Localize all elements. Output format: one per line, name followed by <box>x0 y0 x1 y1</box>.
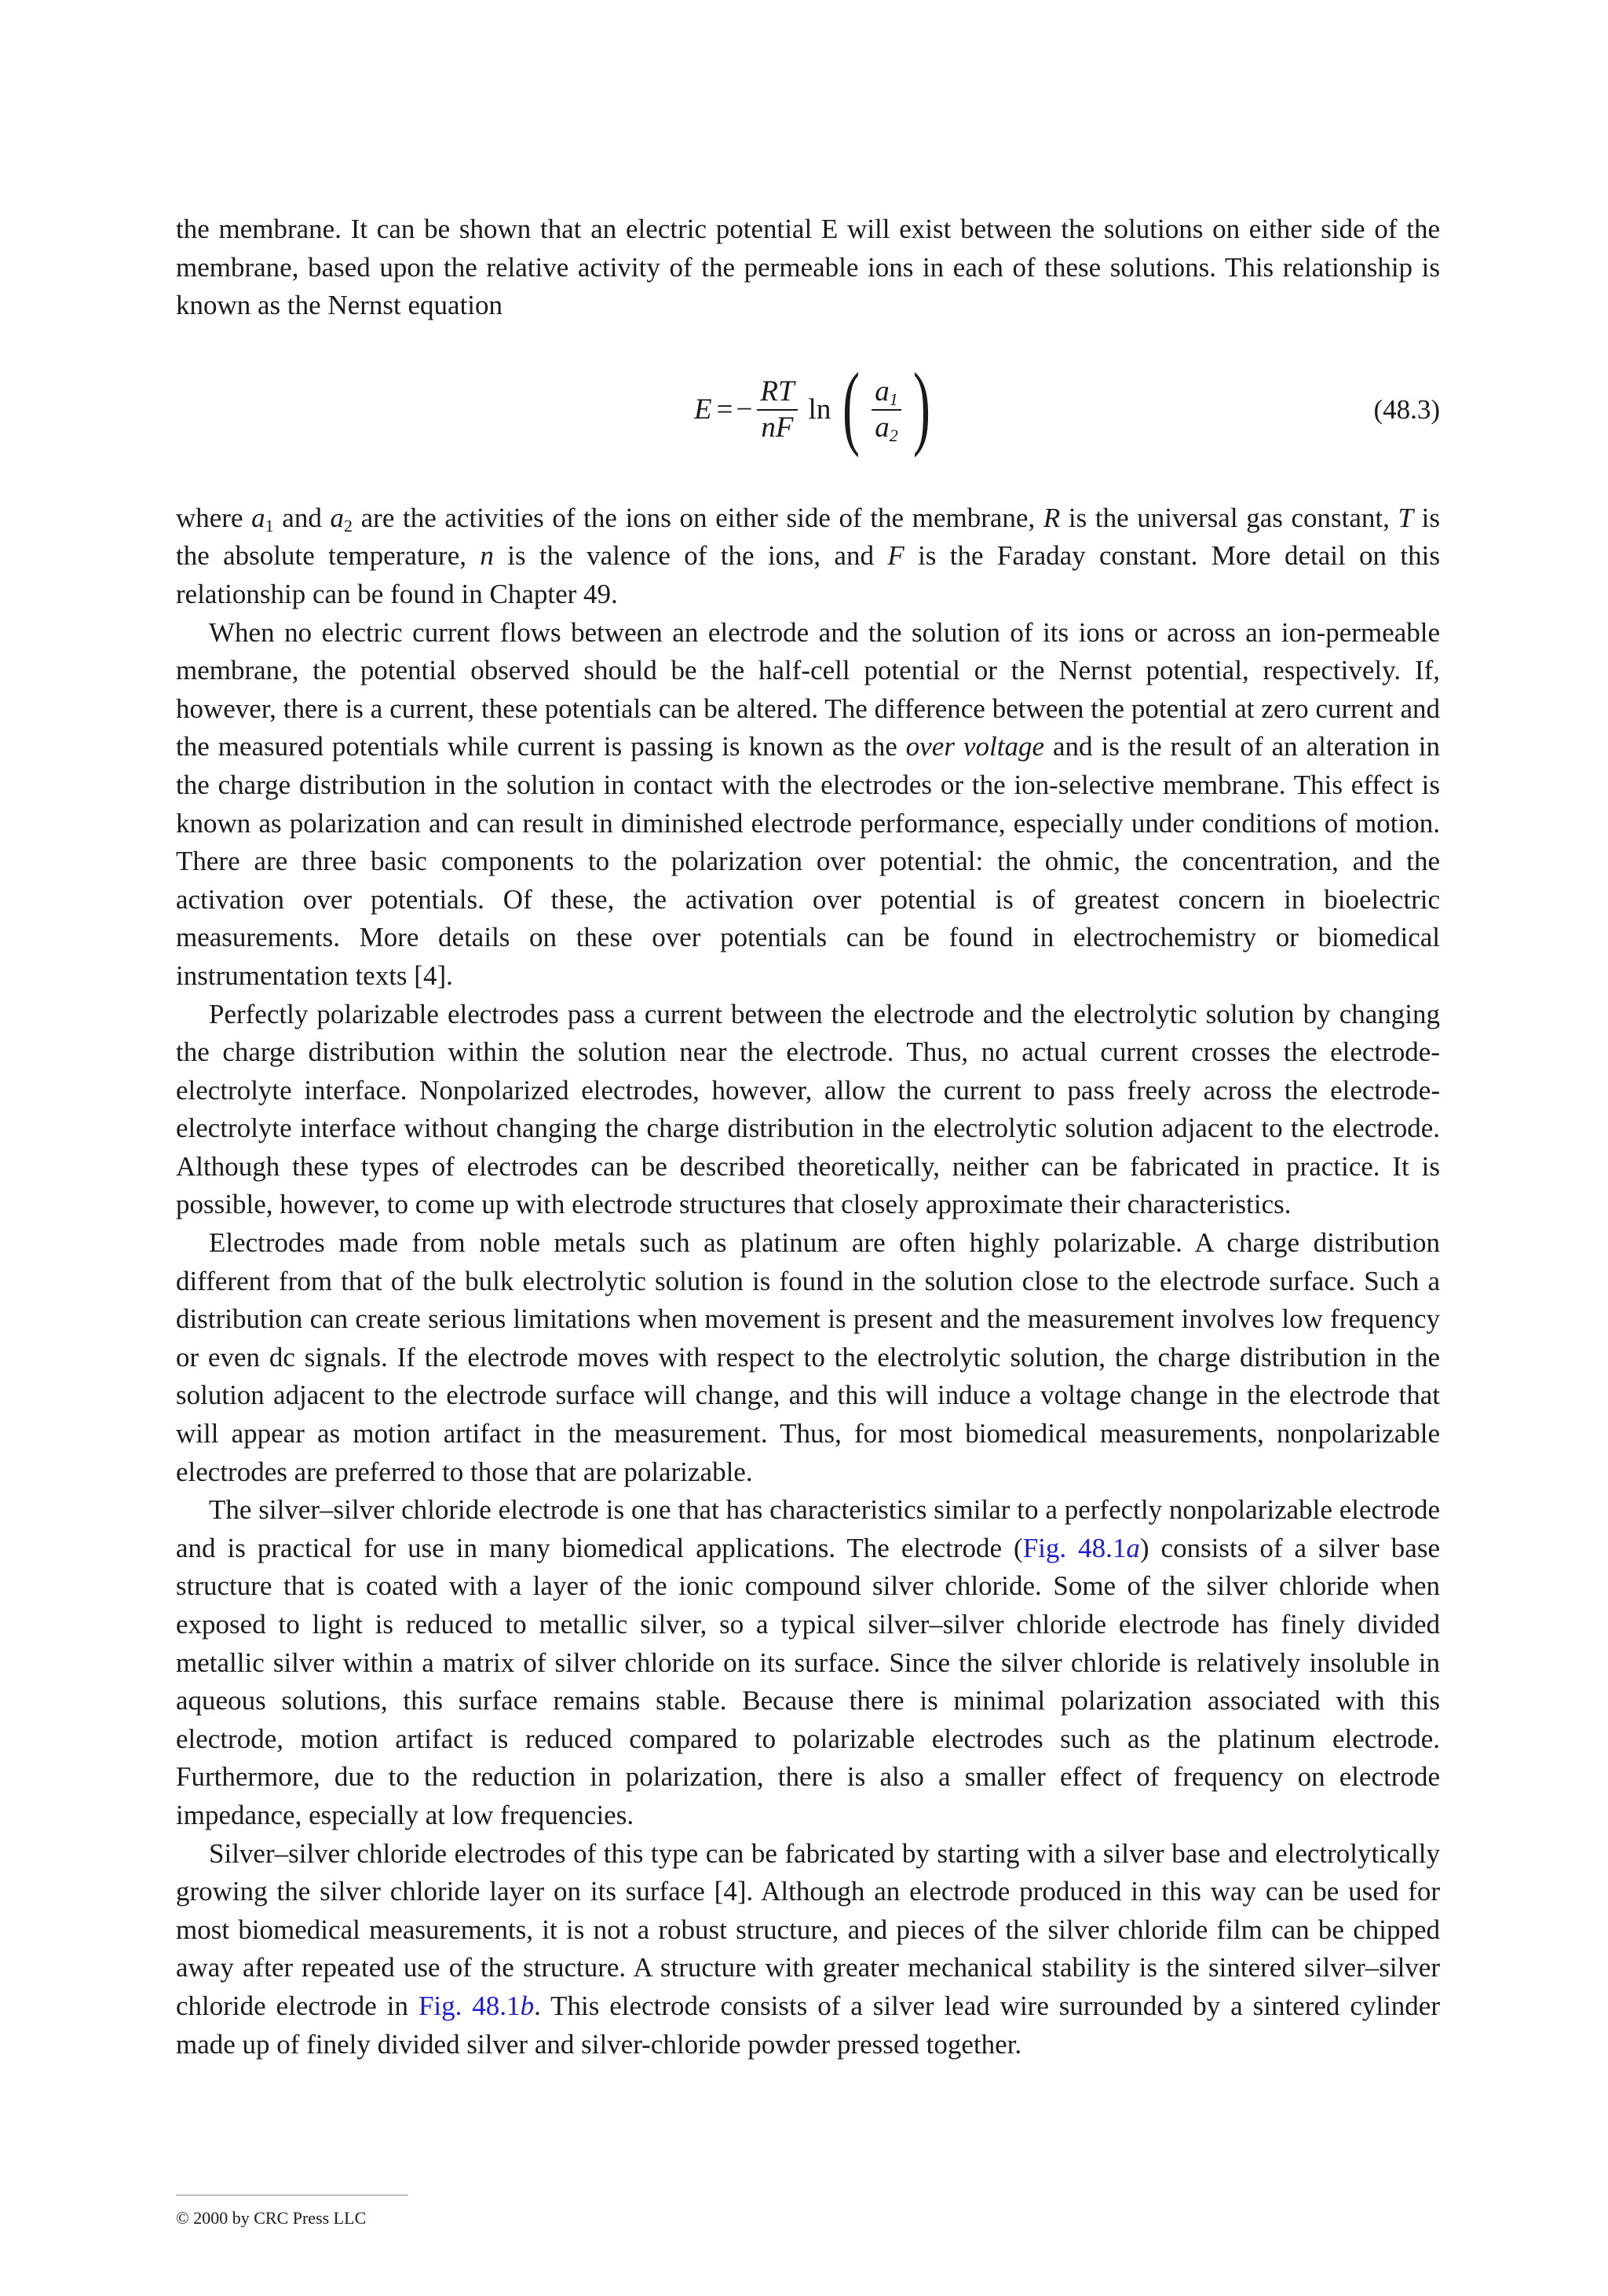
p2-text: are the activities of the ions on either side of the membrane, <box>352 502 1043 533</box>
nernst-equation <box>176 325 1440 499</box>
p2-var-n: n <box>480 540 494 572</box>
p3-text: and is the result of an alteration in the charge distribution in the solution in contact with the electrodes or the ion-selective membrane. This effect is known as polarization and can result in diminished electrode performance, especially under conditions of motion. There are three basic components to the polarization over potential: the ohmic, the concentration, and the activation over potentials. Of these, the activation over potential is of greatest concern in bioelectric measurements. More details on these over potentials can be found in electrochemistry or biomedical instrumentation texts [4]. <box>176 731 1440 991</box>
p7-text: . This electrode consists of a silver lead wire surrounded by a sintered cylinder made up of finely divided silver and silver-chloride powder pressed together. <box>176 1990 1440 2060</box>
figure-link-letter: b <box>520 1990 535 2021</box>
left-paren: ( <box>842 353 861 458</box>
p7-text: Silver–silver chloride electrodes of this type can be fabricated by starting with a silver base and electrolytically growing the silver chloride layer on its surface [4]. Although an electrode produced in this way can be used for most biomedical measurements, it is not a robust structure, and pieces of the silver chloride film can be chipped away after repeated use of the structure. A structure with greater mechanical stability is the sintered silver–silver chloride electrode in <box>176 1837 1440 2021</box>
equation-body <box>694 355 937 465</box>
p2-a1-subscript: 1 <box>265 515 274 536</box>
paragraph-2 <box>176 499 1440 614</box>
paragraph-7 <box>176 1835 1440 2064</box>
activity-a2-subscript: 2 <box>889 425 898 445</box>
p2-text: is the universal gas constant, <box>1060 502 1398 533</box>
equation-minus: − <box>736 393 753 426</box>
p2-text: and <box>273 502 331 533</box>
equation-number: (48.3) <box>1373 393 1440 425</box>
paragraph-5: Electrodes made from noble metals such as platinum are often highly polarizable. A charge distribution different from that of the bulk electrolytic solution is found in the solution close to the electrode surface. Such a distribution can create serious limitations when movement is present and the measurement involves low frequency or even dc signals. If the electrode moves with respect to the electrolytic solution, the charge distribution in the solution adjacent to the electrode surface will change, and this will induce a voltage change in the electrode that will appear as motion artifact in the measurement. Thus, for most biomedical measurements, nonpolarizable electrodes are preferred to those that are polarizable. <box>176 1227 1440 1487</box>
equation-ln: ln <box>808 393 831 426</box>
fraction-denominator: nF <box>761 411 794 444</box>
p2-var-r: R <box>1043 502 1061 533</box>
right-paren: ) <box>912 353 930 458</box>
figure-48-1a-link[interactable] <box>1023 1533 1140 1563</box>
paragraph-3 <box>176 614 1440 996</box>
paragraph-4: Perfectly polarizable electrodes pass a current between the electrode and the electrolytic solution by changing the charge distribution within the solution near the electrode. Thus, no actual current crosses the electrode-electrolyte interface. Nonpolarized electrodes, however, allow the current to pass freely across the electrode-electrolyte interface without changing the charge distribution in the electrolytic solution adjacent to the electrode. Although these types of electrodes can be described theoretically, neither can be fabricated in practice. It is possible, however, to come up with electrode structures that closely approximate their characteristics. <box>176 998 1440 1220</box>
p2-a: a <box>330 502 344 533</box>
p3-emphasis: over voltage <box>905 731 1044 762</box>
p2-var-t: T <box>1398 502 1413 533</box>
figure-link-letter: a <box>1126 1532 1140 1563</box>
figure-link-text: Fig. 48.1 <box>418 1990 521 2021</box>
activity-a1-subscript: 1 <box>889 389 898 409</box>
footer-copyright: © 2000 by CRC Press LLC <box>176 2208 367 2228</box>
p2-text: where <box>176 502 252 533</box>
activity-denominator <box>872 411 901 445</box>
p2-text: is the Faraday constant. More detail on this relationship can be found in Chapter 49. <box>176 540 1440 609</box>
activity-a1: a <box>875 375 890 408</box>
fraction-numerator: RT <box>760 375 795 408</box>
p6-text: ) consists of a silver base structure that is coated with a layer of the ionic compound silver chloride. Some of the silver chloride when exposed to light is reduced to metallic silver, so a typical silver–silver chloride electrode has finely divided metallic silver within a matrix of silver chloride on its surface. Since the silver chloride is relatively insoluble in aqueous solutions, this surface remains stable. Because there is minimal polarization associated with this electrode, motion artifact is reduced compared to polarizable electrodes such as the platinum electrode. Furthermore, due to the reduction in polarization, there is also a smaller effect of frequency on electrode impedance, especially at low frequencies. <box>176 1532 1440 1830</box>
page-content <box>176 210 1440 2064</box>
equation-fraction <box>757 375 797 445</box>
paragraph-6 <box>176 1491 1440 1834</box>
p2-text: is the absolute temperature, <box>176 502 1440 572</box>
p2-a: a <box>251 502 265 533</box>
figure-48-1b-link[interactable] <box>418 1991 534 2021</box>
equation-equals: = <box>716 393 733 426</box>
p2-var-f: F <box>887 540 904 572</box>
equation-lhs: E <box>694 393 712 426</box>
activity-ratio <box>872 375 901 445</box>
activity-a2: a <box>875 411 890 444</box>
activity-numerator <box>872 375 901 409</box>
p3-text: When no electric current flows between an electrode and the solution of its ions or across an ion-permeable membrane, the potential observed should be the half-cell potential or the Nernst potential, respectively. If, however, there is a current, these potentials can be altered. The difference between the potential at zero current and the measured potentials while current is passing is known as the <box>176 616 1440 762</box>
p2-a2-subscript: 2 <box>343 515 353 536</box>
figure-link-text: Fig. 48.1 <box>1022 1532 1127 1563</box>
paragraph-1: the membrane. It can be shown that an electric potential E will exist between the solutions on either side of the membrane, based upon the relative activity of the permeable ions in each of these solutions. This relationship is known as the Nernst equation <box>176 214 1440 321</box>
p6-text: The silver–silver chloride electrode is one that has characteristics similar to a perfectly nonpolarizable electrode and is practical for use in many biomedical applications. The electrode ( <box>176 1494 1440 1563</box>
p2-text: is the valence of the ions, and <box>493 540 888 572</box>
